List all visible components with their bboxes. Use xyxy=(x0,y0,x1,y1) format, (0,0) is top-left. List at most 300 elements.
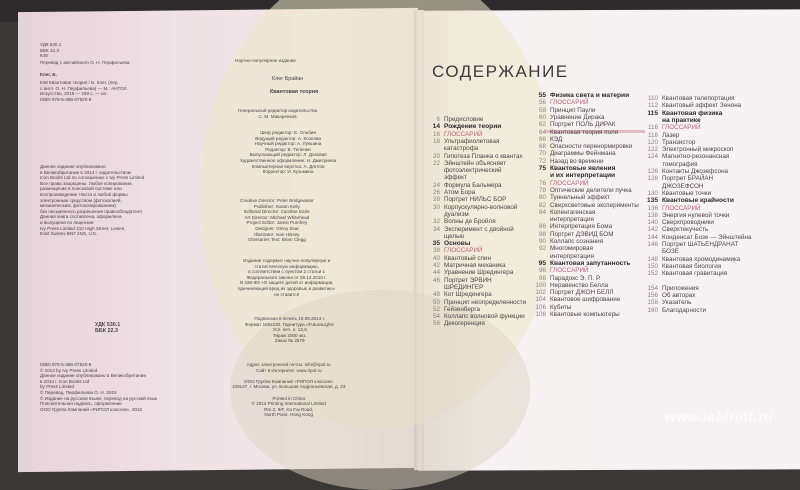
toc-page-number: 116 xyxy=(647,124,658,132)
toc-entry xyxy=(422,196,506,203)
toc-entry-title: ГЛОССАРИЙ xyxy=(444,130,483,138)
toc-entry-title: Квантовая хромодинамика xyxy=(662,255,741,263)
toc-entry-title: Квантовые крайности xyxy=(662,197,734,205)
text-line: К48 xyxy=(40,53,48,59)
toc-entry xyxy=(422,320,485,327)
toc-entry xyxy=(528,282,608,289)
notice-block xyxy=(238,258,335,297)
toc-entry-title: ГЛОССАРИЙ xyxy=(444,247,483,255)
toc-entry-title: Опасности перенормировки xyxy=(550,143,633,151)
toc-entry xyxy=(528,289,613,296)
toc-entry-title: Гейзенберга xyxy=(444,305,481,313)
text-line: не ставится xyxy=(274,291,300,297)
toc-entry xyxy=(422,313,525,320)
toc-entry xyxy=(640,153,729,160)
toc-entry-title: эффект xyxy=(444,174,467,182)
toc-entry xyxy=(640,285,699,292)
toc-page-number: 18 xyxy=(432,137,440,145)
toc-entry-title: Квантовая телепортация xyxy=(662,95,735,102)
toc-entry-title: Портрет ДЭВИД БОМ xyxy=(550,230,614,238)
toc-page-number: 136 xyxy=(647,204,658,212)
text-line: Editorial Director: Caroline Earle xyxy=(244,209,310,215)
toc-entry-title: Квантовый эффект Зенона xyxy=(662,102,742,110)
toc-entry-title: Квантовая физика xyxy=(662,109,723,117)
toc-entry-title: фотоэлектрический xyxy=(444,167,502,175)
toc-entry xyxy=(528,267,589,274)
toc-entry-title: дуализм xyxy=(444,210,469,218)
toc-entry xyxy=(528,180,589,187)
toc-title: СОДЕРЖАНИЕ xyxy=(432,62,569,81)
toc-entry-title: Указатель xyxy=(662,299,692,307)
toc-entry-title: Кот Шредингера xyxy=(444,291,492,299)
toc-page-number: 156 xyxy=(647,292,658,300)
toc-page-number: 82 xyxy=(538,201,546,209)
toc-page-number: 62 xyxy=(538,121,546,129)
toc-entry-title: щелью xyxy=(444,232,465,240)
toc-entry xyxy=(422,153,523,160)
text-line: механическим, фотокопированием) xyxy=(40,203,116,209)
toc-entry xyxy=(422,299,526,306)
text-line: Publisher: Susan Kelly xyxy=(253,203,300,209)
toc-page-number: 58 xyxy=(538,106,546,114)
toc-page-number: 75 xyxy=(538,165,546,172)
toc-entry-title: Физика света и материи xyxy=(550,92,630,99)
toc-entry xyxy=(640,292,695,299)
toc-entry xyxy=(422,226,514,233)
toc-entry-title: Копенгагенская xyxy=(550,208,596,216)
toc-entry xyxy=(528,223,612,230)
toc-entry xyxy=(528,238,603,245)
toc-page-number: 78 xyxy=(538,186,546,194)
toc-page-number: 140 xyxy=(647,219,658,227)
toc-entry xyxy=(640,234,752,241)
toc-entry-title: БОЗЕ xyxy=(662,248,679,256)
toc-entry-title: ДЖОЗЕФСОН xyxy=(662,182,704,190)
toc-entry-title: ГЛОССАРИЙ xyxy=(662,124,701,132)
toc-entry-title: и их интерпретации xyxy=(550,172,616,180)
toc-entry xyxy=(422,131,483,138)
text-line: Illustrator: Ivan Hissey xyxy=(254,231,300,237)
toc-entry xyxy=(422,116,483,123)
toc-page-number: 124 xyxy=(647,153,658,161)
toc-page-number: 138 xyxy=(647,211,658,219)
toc-entry xyxy=(528,187,632,194)
toc-page-number: 44 xyxy=(432,269,440,277)
text-line: Усл. печ. л. 12,9 xyxy=(272,327,307,333)
toc-entry xyxy=(640,190,711,197)
text-line: Icon Books Ltd по соглашению с Ivy Press Limited xyxy=(40,175,145,181)
toc-entry xyxy=(422,255,491,262)
toc-page-number: 135 xyxy=(646,197,658,205)
toc-page-number: 66 xyxy=(538,135,546,143)
toc-entry xyxy=(422,167,502,174)
toc-entry-title: Эксперимент с двойной xyxy=(444,225,514,233)
toc-page-number: 90 xyxy=(538,238,546,245)
toc-entry-title: Парадокс Э. П. Р. xyxy=(550,274,601,282)
toc-page-number: 50 xyxy=(432,298,440,306)
toc-page-number: 120 xyxy=(647,138,658,146)
text-line: размещение в поисковой системе или xyxy=(40,186,122,192)
toc-entry xyxy=(422,138,499,145)
toc-entry xyxy=(422,262,506,269)
toc-entry xyxy=(528,150,616,157)
toc-page-number: 68 xyxy=(538,143,546,151)
toc-page-number: 160 xyxy=(647,306,658,314)
toc-entry-title: Транзистор xyxy=(662,138,696,146)
text-line: Генеральный редактор издательства xyxy=(238,108,318,113)
toc-page-number: 104 xyxy=(535,296,546,304)
toc-entry-title: Портрет ЭРВИН xyxy=(444,276,492,284)
toc-entry-title: Портрет ПОЛЬ ДИРАК xyxy=(550,121,616,129)
text-line: Искусство, 2015 — 160 с. — ил. xyxy=(40,91,108,97)
toc-entry-title: Формула Бальмера xyxy=(444,181,502,189)
toc-entry xyxy=(640,248,679,255)
toc-section xyxy=(640,117,701,124)
toc-page-number: 112 xyxy=(647,102,658,110)
toc-page-number: 52 xyxy=(432,305,440,313)
text-line: Сайт в Интернете: www.ripol.ru xyxy=(255,367,322,373)
toc-section xyxy=(528,92,629,99)
text-line: Ведущий редактор: А. Козлова xyxy=(255,135,321,141)
toc-entry xyxy=(422,182,502,189)
toc-entry xyxy=(422,174,467,181)
toc-entry-title: Электронный микроскоп xyxy=(662,146,734,154)
toc-page-number: 14 xyxy=(432,123,440,131)
toc-page-number: 54 xyxy=(432,313,440,321)
toc-entry xyxy=(640,175,713,182)
text-line: Printed in China xyxy=(272,395,306,401)
text-line: в соответствии с пунктом 2 статьи 1 xyxy=(248,269,326,275)
toc-entry-title: на практике xyxy=(662,116,701,124)
author-line: Клег, Б. xyxy=(40,72,57,77)
toc-entry xyxy=(528,202,639,209)
toc-page-number: 154 xyxy=(647,284,658,292)
staff-block xyxy=(240,130,336,175)
toc-entry-title: Назад во времени xyxy=(550,157,604,165)
toc-entry-title: Лазер xyxy=(662,131,680,139)
toc-entry xyxy=(528,194,610,201)
toc-entry-title: Квантовые точки xyxy=(662,189,712,197)
text-line: Все права защищены. Любое копирование, xyxy=(40,180,133,186)
translator-line: Перевод с английского О. Н. Перфильева xyxy=(40,60,130,65)
udk-top-block xyxy=(40,42,61,59)
toc-page-number: 35 xyxy=(432,240,440,248)
toc-entry-title: Оптические делители пучка xyxy=(550,186,632,194)
isbn-block xyxy=(40,362,157,412)
toc-entry-title: Неравенство Белла xyxy=(550,281,609,289)
toc-entry-title: Квантовые явления xyxy=(550,165,616,172)
toc-entry xyxy=(528,107,595,114)
text-line: Designer: Ginny Zeal xyxy=(255,225,299,231)
toc-entry-title: Многомировая xyxy=(550,245,593,253)
toc-page-number: 56 xyxy=(538,99,546,107)
toc-entry-title: Принцип неопределенности xyxy=(444,298,527,306)
toc-entry xyxy=(422,204,517,211)
toc-page-number: 108 xyxy=(535,311,546,318)
text-line: Шеф редактор: Е. Ольбин xyxy=(260,130,316,135)
toc-entry-title: Энергия нулевой точки xyxy=(662,211,730,219)
text-line: статистическую информацию, xyxy=(254,263,319,269)
text-line: с англ. О. Н. Перфильева) — М.: АНТОЛ xyxy=(40,85,127,91)
toc-page-number: 102 xyxy=(535,289,546,297)
toc-entry xyxy=(640,183,703,190)
toc-entry xyxy=(528,231,613,238)
toc-entry xyxy=(640,205,701,212)
toc-entry-title: интерпретация xyxy=(550,252,594,260)
toc-entry-title: Магнитно-резонансная xyxy=(662,153,730,161)
text-line: в Великобритании в 2014 г. издательством xyxy=(40,169,131,175)
toc-entry-title: Портрет ДЖОН БЕЛЛ xyxy=(550,289,614,297)
toc-entry xyxy=(640,95,735,102)
text-line: Адрес электронной почты: info@ripol.ru xyxy=(246,362,331,367)
contacts-block xyxy=(232,362,345,418)
toc-entry-title: Предисловие xyxy=(444,116,484,123)
toc-entry-title: Портрет НИЛЬС БОР xyxy=(444,196,507,204)
toc-entry xyxy=(528,114,604,121)
toc-entry-title: Квантовое шифрование xyxy=(550,296,621,304)
toc-page-number: 92 xyxy=(538,245,546,253)
toc-entry xyxy=(640,256,740,263)
text-line: Подписано в печать 10.09.2014 г. xyxy=(254,316,325,321)
text-line: воспроизведение текста и любой формы xyxy=(40,191,128,197)
text-line: и выпущена по лицензии xyxy=(40,219,94,225)
toc-page-number: 106 xyxy=(535,303,546,311)
toc-section xyxy=(528,165,615,172)
text-line: ООО Группа Компаний «РИПОЛ классик», 2015 xyxy=(40,406,143,412)
toc-entry-title: Волны де Бройля xyxy=(444,218,496,226)
toc-entry-title: интерпретация xyxy=(550,216,594,224)
toc-section xyxy=(640,197,734,204)
toc-page-number: 126 xyxy=(647,168,658,175)
text-line: © Издание на русском языке, перевод на русский язык xyxy=(40,395,157,401)
text-line: Компьютерная верстка: А. Дятлов xyxy=(251,163,325,169)
text-line: Федерального закона от 29.12.2010 г. xyxy=(246,274,327,280)
text-line: Формат 180x230. Гарнитура «FuturaLight» xyxy=(245,321,335,327)
toc-entry xyxy=(528,296,620,303)
toc-page-number: 24 xyxy=(432,181,440,189)
annotation-block xyxy=(40,164,144,237)
toc-page-number: 80 xyxy=(538,194,546,202)
toc-entry-title: Ультрафиолетовая xyxy=(444,137,500,145)
text-line: ББК 22.3 xyxy=(40,47,59,53)
text-line: УДК 530.1 xyxy=(95,322,121,328)
toc-entry-title: Уравнение Дирака xyxy=(550,113,605,121)
text-line: N 436-ФЗ «О защите детей от информации, xyxy=(239,280,334,286)
toc-page-number: 144 xyxy=(647,233,658,241)
toc-page-number: 142 xyxy=(647,226,658,234)
toc-entry xyxy=(640,212,729,219)
toc-entry-title: Атом Бора xyxy=(444,189,476,196)
text-line: East Sussex BN7 2NS, U.K. xyxy=(40,231,98,237)
toc-entry xyxy=(640,132,679,139)
toc-entry xyxy=(422,145,478,152)
toc-entry xyxy=(422,306,480,313)
toc-section xyxy=(640,110,722,117)
toc-entry xyxy=(422,218,496,225)
toc-page-number: 70 xyxy=(538,150,546,158)
toc-page-number: 110 xyxy=(647,95,658,102)
toc-page-number: 55 xyxy=(538,92,546,99)
toc-entry xyxy=(640,263,721,270)
toc-entry xyxy=(640,226,708,233)
text-line: ISBN 978-5-386-07920-8 xyxy=(40,96,92,102)
text-line: Научный редактор: А. Лукшина xyxy=(254,141,322,147)
text-line: ББК 22.3 xyxy=(95,328,119,335)
toc-entry-title: Благодарности xyxy=(662,306,706,314)
toc-entry xyxy=(528,253,594,260)
text-line: Художественное оформление: Н. Дмитриева xyxy=(240,157,337,163)
toc-entry xyxy=(640,299,691,306)
text-line: Glossaries Text: Brian Clegg xyxy=(247,237,306,243)
toc-entry-title: томография xyxy=(662,160,698,168)
toc-section xyxy=(528,172,615,179)
toc-entry-title: Эйнштейн объясняет xyxy=(444,159,507,167)
toc-entry-title: Матричная механика xyxy=(444,262,506,269)
toc-entry-title: Квантовая теория поля xyxy=(550,128,619,136)
toc-page-number: 60 xyxy=(538,113,546,121)
toc-page-number: 56 xyxy=(432,320,440,328)
toc-entry xyxy=(528,136,562,143)
toc-page-number: 38 xyxy=(432,247,440,255)
toc-page-number: 88 xyxy=(538,230,546,238)
toc-page-number: 22 xyxy=(432,159,440,167)
text-line: в 2014 г. Icon Books Ltd xyxy=(40,378,90,384)
toc-page-number: 6 xyxy=(436,116,440,123)
text-line: УДК 530.1 xyxy=(40,42,62,47)
text-line: Данное издание опубликовано xyxy=(40,164,106,169)
text-line: Art Director: Michael Whitehead xyxy=(244,214,310,220)
toc-entry-title: Декогеренция xyxy=(444,320,485,328)
toc-entry xyxy=(640,168,728,175)
toc-entry xyxy=(528,245,593,252)
toc-entry xyxy=(528,304,571,311)
toc-entry xyxy=(422,277,492,284)
toc-entry xyxy=(422,211,469,218)
toc-page-number: 26 xyxy=(432,189,440,196)
text-line: Издание содержит научно-популярную и xyxy=(243,258,331,263)
toc-entry xyxy=(640,278,662,285)
print-info-block xyxy=(245,316,334,344)
text-line: Тираж 2000 экз. xyxy=(272,332,307,338)
text-line: © Перевод, Перфильева О. Н. 2015 xyxy=(40,389,117,395)
toc-entry-title: КЭД xyxy=(550,135,563,143)
toc-page-number: 95 xyxy=(538,259,546,267)
toc-page-number: 150 xyxy=(647,262,658,270)
watermark: www.labirint.ru xyxy=(665,408,774,424)
toc-entry xyxy=(528,129,618,136)
toc-entry-title: Квантовая запутанность xyxy=(550,259,631,267)
text-line: Ivy Press Limited 210 High Street, Lewes, xyxy=(40,225,126,231)
toc-entry xyxy=(528,275,601,282)
toc-entry xyxy=(640,102,741,109)
toc-page-number: 16 xyxy=(432,130,440,138)
toc-entry-title: Об авторах xyxy=(662,292,696,300)
text-line: электронным средством (фотокопией, xyxy=(40,197,122,203)
toc-entry xyxy=(640,270,727,277)
toc-page-number: 128 xyxy=(647,175,658,183)
general-director-block xyxy=(238,108,317,119)
text-line: К48 Квантовая теория / Б. Клег. (пер. xyxy=(40,80,119,85)
toc-entry xyxy=(422,284,483,291)
toc-entry xyxy=(640,241,738,248)
toc-entry-title: Сверхсветовые эксперименты xyxy=(550,201,639,209)
toc-page-number: 100 xyxy=(535,281,546,289)
text-line: Данное издание опубликовано в Великобритании xyxy=(40,373,146,379)
toc-entry-title: Принцип Паули xyxy=(550,106,596,114)
toc-page-number: 115 xyxy=(647,109,658,117)
toc-entry-title: Сверхпроводники xyxy=(662,219,714,227)
toc-entry xyxy=(640,124,701,131)
toc-page-number: 152 xyxy=(647,270,658,278)
toc-entry xyxy=(422,291,492,298)
toc-entry-title: Портрет БРАЙАН xyxy=(662,175,714,183)
toc-entry-title: Гипотеза Планка о квантах xyxy=(444,152,523,160)
text-line: С. М. Макаренков xyxy=(258,113,297,119)
toc-entry-title: Коллапс волновой функции xyxy=(444,313,525,321)
toc-entry-title: ГЛОССАРИЙ xyxy=(550,179,589,187)
toc-entry xyxy=(640,307,706,314)
toc-page-number: 46 xyxy=(432,276,440,284)
text-line: © 2014 by Ivy Press Limited xyxy=(40,367,98,373)
toc-entry-title: ГЛОССАРИЙ xyxy=(662,204,701,212)
toc-page-number: 72 xyxy=(538,157,546,165)
text-line: Project Editor: Jamie Pumfrey xyxy=(246,220,308,226)
toc-entry-title: Конденсат Бозе — Эйнштейна xyxy=(662,233,752,241)
toc-entry-title: Контакты Джозефсона xyxy=(662,168,729,175)
toc-entry-title: Кубиты xyxy=(550,303,572,311)
toc-entry-title: ГЛОССАРИЙ xyxy=(550,99,589,107)
toc-page-number: 130 xyxy=(647,189,658,197)
toc-entry-title: Квантовые компьютеры xyxy=(550,311,620,318)
text-line: Корректор: И. Кузьмина xyxy=(262,169,314,175)
toc-entry-title: ШРЕДИНГЕР xyxy=(444,283,484,291)
text-line: Редактор: В. Теленин xyxy=(265,146,311,152)
toc-entry-title: Корпускулярно-волновой xyxy=(444,203,518,211)
book-title: Квантовая теория xyxy=(270,89,319,95)
text-line: 109147, г. Москва, ул. Большая Андроньевская, д. 23 xyxy=(232,384,346,390)
toc-page-number: 34 xyxy=(432,225,440,233)
toc-page-number: 40 xyxy=(432,254,440,262)
toc-page-number: 20 xyxy=(432,152,440,160)
text-line: Creative Director: Peter Bridgewater xyxy=(240,198,314,203)
toc-entry-title: Сверхтекучесть xyxy=(662,226,709,234)
toc-entry-title: Приложения xyxy=(662,284,699,292)
toc-entry xyxy=(528,216,594,223)
toc-section xyxy=(422,123,501,130)
text-line: ООО Группа Компаний «РИПОЛ классик» xyxy=(244,378,334,384)
toc-page-number: 122 xyxy=(647,146,658,154)
text-line: North Point, Hong Kong xyxy=(264,412,313,418)
toc-entry-title: ГЛОССАРИЙ xyxy=(550,267,589,275)
genre-label: Научно-популярное издание xyxy=(235,58,296,63)
toc-entry xyxy=(640,161,698,168)
toc-page-number: 64 xyxy=(538,128,546,136)
text-line: Пояснительная надпись, оформление xyxy=(40,401,122,407)
toc-entry xyxy=(422,189,475,196)
toc-entry-title: Портрет ШАТЬЕНДРАНАТ xyxy=(662,241,739,248)
toc-entry-title: Уравнение Шредингера xyxy=(444,269,514,277)
toc-page-number: 84 xyxy=(538,208,546,216)
toc-entry-title: Квантовый спин xyxy=(444,254,491,262)
toc-entry xyxy=(528,158,604,165)
toc-entry-title: Квантовая гравитация xyxy=(662,270,728,278)
toc-entry xyxy=(422,233,464,240)
toc-entry xyxy=(528,311,620,318)
text-line: без письменного разрешения правообладателя xyxy=(40,208,142,214)
toc-page-number: 32 xyxy=(432,218,440,226)
toc-page-number: 42 xyxy=(432,262,440,269)
toc-entry-title: Диаграммы Фейнмана xyxy=(550,150,616,158)
